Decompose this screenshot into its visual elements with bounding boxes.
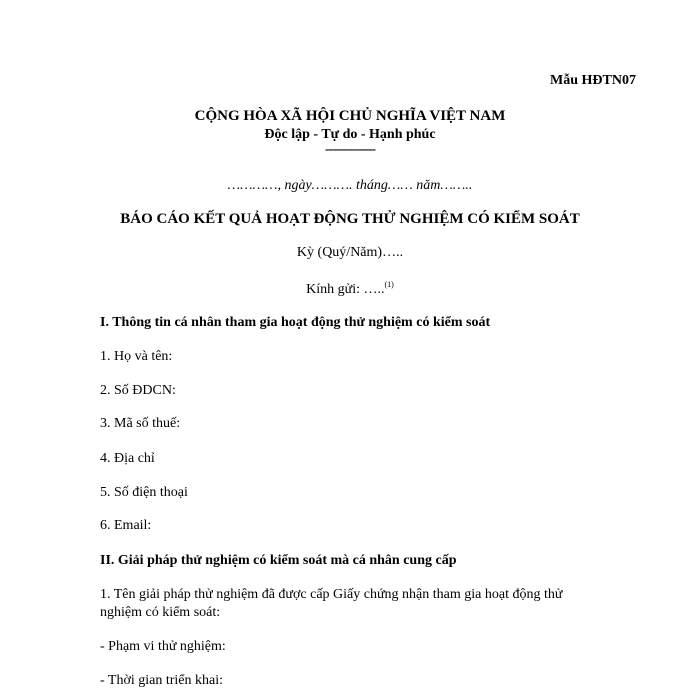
field-id-number: 2. Số ĐDCN: (100, 383, 176, 398)
field-test-scope: - Phạm vi thử nghiệm: (100, 639, 226, 654)
field-tax-code: 3. Mã số thuế: (100, 416, 181, 431)
section-2-heading: II. Giải pháp thử nghiệm có kiểm soát mà cá nhân cung cấp (100, 553, 457, 568)
recipient-footnote-marker: (1) (384, 280, 394, 289)
recipient-line (0, 280, 700, 298)
header-divider: --------------- (325, 141, 375, 156)
solution-name-line-2: nghiệm có kiểm soát: (100, 605, 221, 620)
field-full-name: 1. Họ và tên: (100, 349, 173, 364)
field-deployment-time: - Thời gian triển khai: (100, 673, 224, 688)
section-1-heading: I. Thông tin cá nhân tham gia hoạt động thử nghiệm có kiểm soát (100, 315, 491, 330)
national-title: CỘNG HÒA XÃ HỘI CHỦ NGHĨA VIỆT NAM (194, 108, 506, 124)
date-line: …………, ngày………. tháng…… năm…….. (227, 178, 473, 193)
solution-name-line-1: 1. Tên giải pháp thử nghiệm đã được cấp Giấy chứng nhận tham gia hoạt động thử (100, 587, 563, 602)
national-motto: Độc lập - Tự do - Hạnh phúc (264, 127, 436, 142)
report-title: BÁO CÁO KẾT QUẢ HOẠT ĐỘNG THỬ NGHIỆM CÓ KIỂM SOÁT (120, 211, 580, 227)
field-email: 6. Email: (100, 518, 152, 533)
report-period: Kỳ (Quý/Năm)….. (296, 245, 404, 260)
recipient-text: Kính gửi: ….. (306, 282, 385, 297)
field-phone: 5. Số điện thoại (100, 485, 188, 500)
form-code: Mẫu HĐTN07 (550, 73, 636, 88)
field-address: 4. Địa chỉ (100, 451, 155, 466)
